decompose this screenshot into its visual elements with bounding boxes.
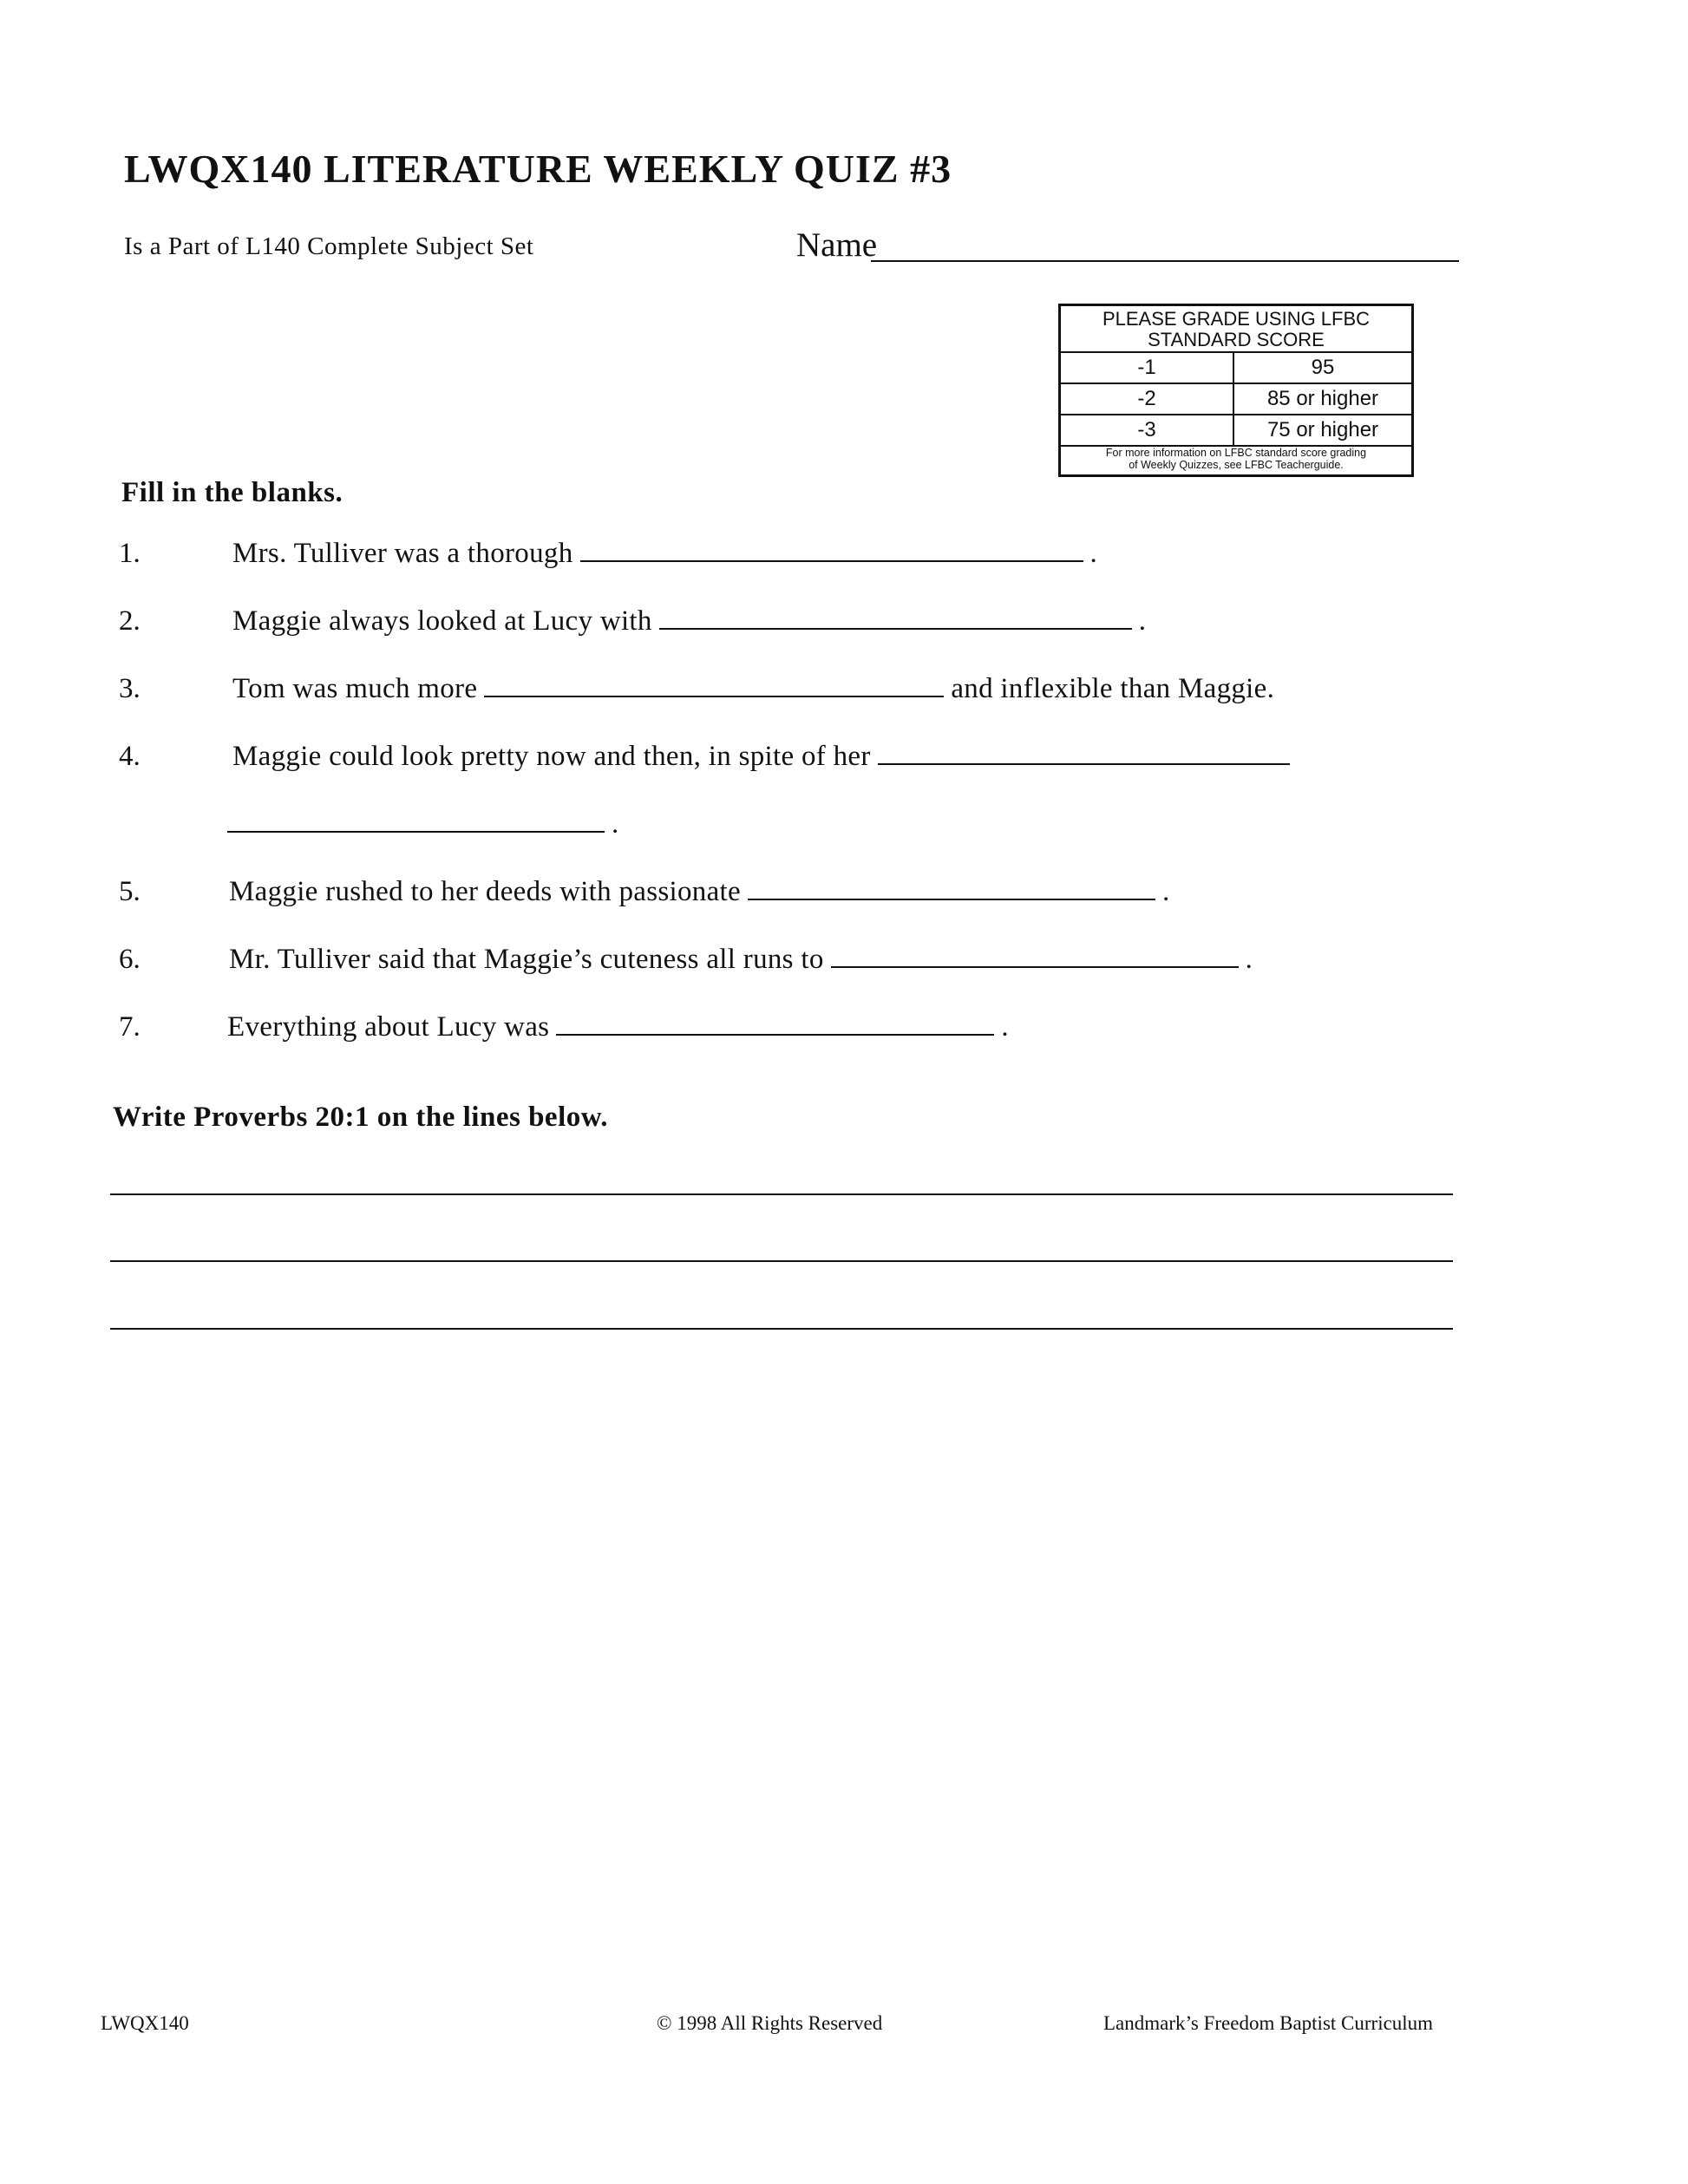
question-text-end: . (1138, 605, 1147, 637)
subject-set-subtitle: Is a Part of L140 Complete Subject Set (124, 232, 534, 260)
grading-score: 95 (1311, 356, 1335, 379)
footer-publisher: Landmark’s Freedom Baptist Curriculum (1103, 2012, 1434, 2034)
question-text-end: . (1089, 538, 1098, 569)
question-1 (232, 538, 1097, 570)
question-text: Maggie rushed to her deeds with passionate (229, 876, 741, 907)
answer-blank-7[interactable] (556, 1011, 994, 1036)
question-text: Everything about Lucy was (227, 1011, 550, 1043)
question-4 (232, 741, 1297, 773)
question-number: 7. (119, 1011, 141, 1043)
grading-row (1061, 415, 1411, 447)
question-3 (232, 673, 1274, 705)
question-5 (229, 876, 1170, 908)
question-text: Mrs. Tulliver was a thorough (232, 538, 573, 569)
question-2 (232, 605, 1146, 638)
question-text-end: . (1001, 1011, 1009, 1043)
grading-table-heading (1061, 306, 1411, 353)
question-number: 5. (119, 876, 141, 907)
name-label: Name (796, 226, 878, 264)
question-4-continued (227, 808, 619, 840)
writing-line-3[interactable] (110, 1328, 1453, 1330)
grading-score: 75 or higher (1266, 418, 1379, 441)
answer-blank-4a[interactable] (878, 741, 1290, 765)
grading-row (1061, 384, 1411, 415)
grading-missed: -2 (1061, 384, 1234, 414)
grading-missed: -3 (1061, 415, 1234, 445)
question-7 (227, 1011, 1009, 1043)
grading-note-line2: of Weekly Quizzes, see LFBC Teacherguide. (1129, 459, 1344, 471)
footer-copyright: © 1998 All Rights Reserved (657, 2012, 883, 2034)
answer-blank-3[interactable] (484, 673, 944, 697)
grading-score: 85 or higher (1266, 387, 1379, 410)
grading-note-line1: For more information on LFBC standard score grading (1105, 447, 1367, 459)
proverbs-heading: Write Proverbs 20:1 on the lines below. (113, 1102, 608, 1133)
answer-blank-2[interactable] (659, 605, 1132, 630)
footer-code: LWQX140 (101, 2012, 189, 2034)
question-text: Mr. Tulliver said that Maggie’s cuteness all runs to (229, 944, 824, 975)
grading-table (1058, 304, 1414, 477)
question-number: 1. (119, 538, 141, 569)
grading-missed: -1 (1061, 353, 1234, 383)
question-text: Tom was much more (232, 673, 478, 704)
answer-blank-1[interactable] (580, 538, 1083, 562)
quiz-title: LWQX140 LITERATURE WEEKLY QUIZ #3 (124, 147, 952, 191)
answer-blank-4b[interactable] (227, 808, 605, 833)
question-number: 4. (119, 741, 141, 772)
writing-line-2[interactable] (110, 1260, 1453, 1262)
name-field[interactable] (871, 260, 1459, 262)
grading-heading-line1: PLEASE GRADE USING LFBC (1102, 308, 1371, 330)
question-number: 6. (119, 944, 141, 975)
question-text-end: and inflexible than Maggie. (951, 673, 1275, 704)
question-6 (229, 944, 1253, 976)
question-number: 2. (119, 605, 141, 637)
question-text-end: . (1161, 876, 1170, 907)
question-text-end: . (612, 808, 619, 840)
question-number: 3. (119, 673, 141, 704)
fill-blanks-heading: Fill in the blanks. (121, 477, 343, 508)
grading-row (1061, 353, 1411, 384)
question-text: Maggie could look pretty now and then, in spite of her (232, 741, 871, 772)
grading-heading-line2: STANDARD SCORE (1148, 329, 1325, 350)
question-text: Maggie always looked at Lucy with (232, 605, 652, 637)
question-text-end: . (1245, 944, 1253, 975)
writing-line-1[interactable] (110, 1193, 1453, 1195)
answer-blank-6[interactable] (831, 944, 1239, 968)
answer-blank-5[interactable] (748, 876, 1155, 900)
grading-note (1061, 447, 1411, 471)
